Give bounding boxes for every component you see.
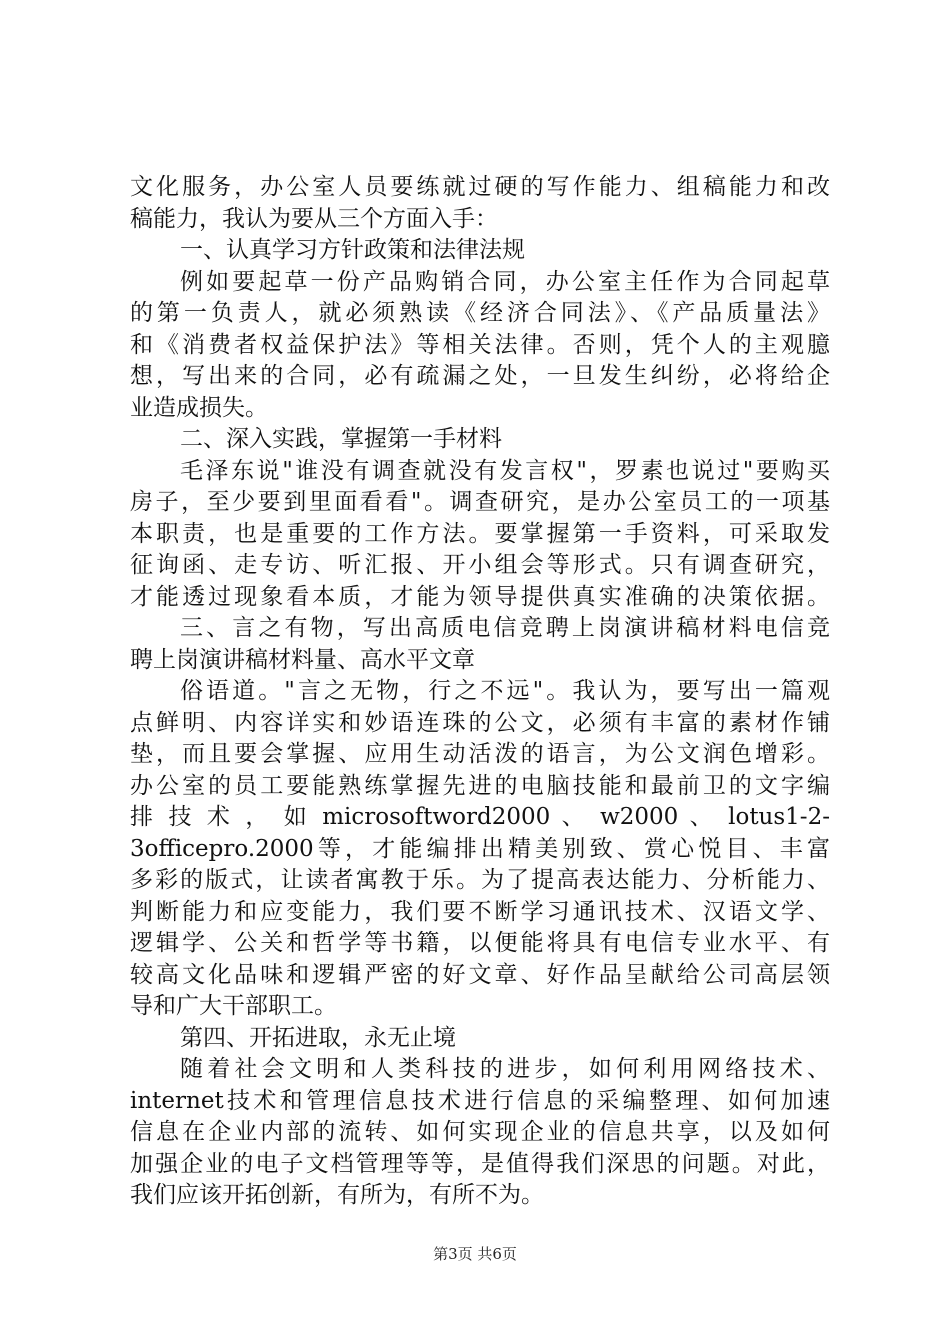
text-line: internet技术和管理信息技术进行信息的采编整理、如何加速 <box>130 1087 830 1114</box>
text-line: 稿能力，我认为要从三个方面入手： <box>130 205 498 232</box>
text-line: 的第一负责人，就必须熟读《经济合同法》、《产品质量法》 <box>130 300 830 326</box>
text-line: 逻辑学、公关和哲学等书籍，以便能将具有电信专业水平、有 <box>130 930 830 956</box>
text-line: 我们应该开拓创新，有所为，有所不为。 <box>130 1182 544 1208</box>
page-number: 第3页 共6页 <box>433 1245 517 1263</box>
text-line: 业造成损失。 <box>130 394 268 421</box>
text-line: 和《消费者权益保护法》等相关法律。否则，凭个人的主观臆 <box>130 331 830 358</box>
text-line: 3officepro.2000等，才能编排出精美别致、赏心悦目、丰富 <box>130 835 830 862</box>
section-heading: 聘上岗演讲稿材料量、高水平文章 <box>130 646 475 673</box>
text-line: 房子，至少要到里面看看"。调查研究，是办公室员工的一项基 <box>130 489 830 515</box>
text-line: 加强企业的电子文档管理等等，是值得我们深思的问题。对此， <box>130 1150 830 1177</box>
text-line: 办公室的员工要能熟练掌握先进的电脑技能和最前卫的文字编 <box>130 772 830 799</box>
text-line: 排 技 术 ， 如 microsoftword2000 、 w2000 、 lotus1-2- <box>130 804 830 830</box>
text-line: 点鲜明、内容详实和妙语连珠的公文，必须有丰富的素材作铺 <box>130 709 830 736</box>
text-line: 多彩的版式，让读者寓教于乐。为了提高表达能力、分析能力、 <box>130 867 830 893</box>
text-line: 才能透过现象看本质，才能为领导提供真实准确的决策依据。 <box>130 583 830 610</box>
text-line: 毛泽东说"谁没有调查就没有发言权"，罗素也说过"要购买 <box>180 457 830 484</box>
text-line: 垫，而且要会掌握、应用生动活泼的语言，为公文润色增彩。 <box>130 741 830 767</box>
text-line: 本职责，也是重要的工作方法。要掌握第一手资料，可采取发 <box>130 520 830 547</box>
text-line: 想，写出来的合同，必有疏漏之处，一旦发生纠纷，必将给企 <box>130 363 830 389</box>
text-line: 文化服务，办公室人员要练就过硬的写作能力、组稿能力和改 <box>130 174 830 200</box>
text-line: 俗语道。"言之无物，行之不远"。我认为，要写出一篇观 <box>180 678 830 704</box>
text-line: 信息在企业内部的流转、如何实现企业的信息共享，以及如何 <box>130 1119 830 1145</box>
text-line: 随着社会文明和人类科技的进步，如何利用网络技术、 <box>180 1056 830 1082</box>
text-line: 征询函、走专访、听汇报、开小组会等形式。只有调查研究， <box>130 552 830 578</box>
section-heading: 三、言之有物，写出高质电信竞聘上岗演讲稿材料电信竞 <box>180 615 830 641</box>
section-heading: 一、认真学习方针政策和法律法规 <box>180 237 525 263</box>
text-line: 例如要起草一份产品购销合同，办公室主任作为合同起草 <box>180 268 830 295</box>
section-heading: 二、深入实践，掌握第一手材料 <box>180 426 502 452</box>
document-body <box>130 172 830 1212</box>
text-line: 导和广大干部职工。 <box>130 993 337 1019</box>
text-line: 较高文化品味和逻辑严密的好文章、好作品呈献给公司高层领 <box>130 961 830 988</box>
text-line: 判断能力和应变能力，我们要不断学习通讯技术、汉语文学、 <box>130 898 830 925</box>
page-footer <box>0 1243 950 1264</box>
section-heading: 第四、开拓进取，永无止境 <box>180 1024 456 1051</box>
